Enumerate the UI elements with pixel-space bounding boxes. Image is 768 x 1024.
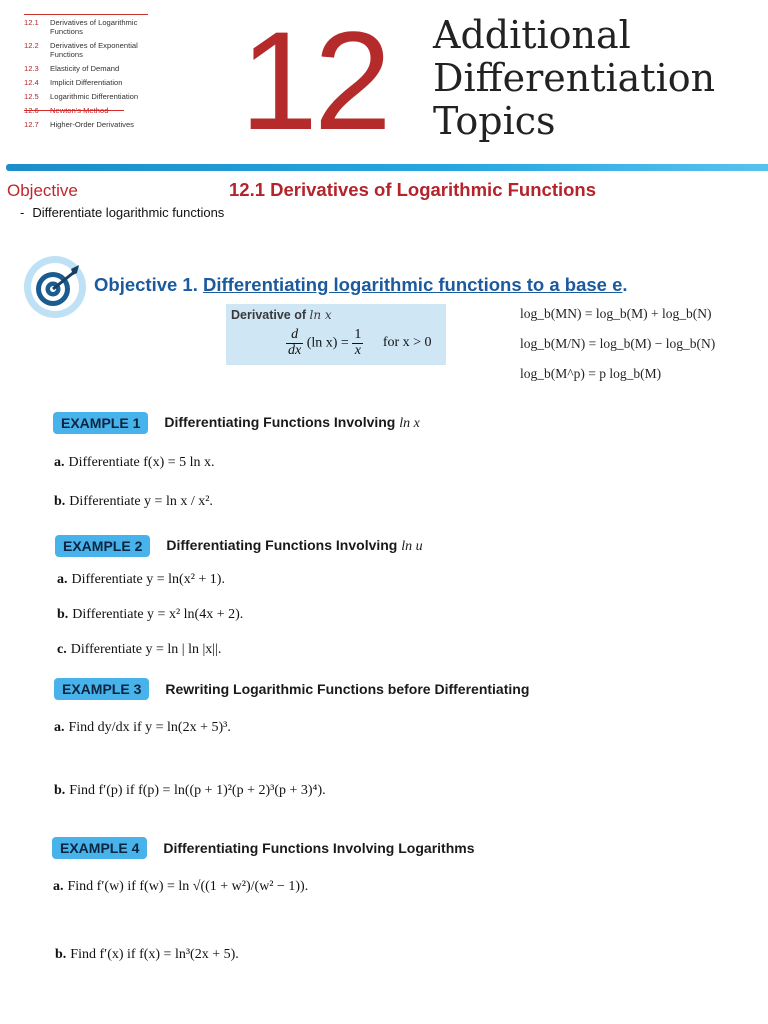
- objective-item: [20, 205, 224, 220]
- part-letter: c.: [57, 642, 67, 657]
- chapter-title-line: Differentiation: [433, 56, 716, 100]
- rhs-numerator: 1: [354, 327, 362, 342]
- toc-title: Logarithmic Differentiation: [50, 92, 139, 101]
- chapter-title-line: Topics: [433, 99, 556, 143]
- part-text: Differentiate y = ln(x² + 1).: [71, 572, 225, 587]
- example-title-text: Differentiating Functions Involving Logarithms: [163, 840, 475, 856]
- example-badge: EXAMPLE 2: [55, 535, 150, 557]
- derivative-formula-box: [226, 304, 446, 365]
- derivative-equation: [286, 328, 432, 358]
- part-letter: a.: [57, 572, 68, 587]
- header-divider: [6, 164, 768, 171]
- example-part: [54, 494, 213, 510]
- example-title-text: Differentiating Functions Involving: [164, 414, 396, 430]
- objective-1-prefix: Objective 1.: [94, 274, 203, 295]
- example-part: [53, 879, 308, 895]
- part-text: Differentiate y = x² ln(4x + 2).: [72, 607, 244, 622]
- example-badge: EXAMPLE 3: [54, 678, 149, 700]
- example-2-header: [55, 535, 423, 557]
- toc-number: 12.3: [24, 64, 39, 73]
- derivative-heading-text: Derivative of: [231, 308, 307, 322]
- toc-number: 12.6: [24, 106, 39, 115]
- chapter-title-line: Additional: [433, 13, 631, 57]
- example-part: [54, 783, 326, 799]
- toc-number: 12.2: [24, 41, 39, 50]
- lhs-numerator: d: [291, 327, 299, 342]
- toc-title: Elasticity of Demand: [50, 64, 120, 73]
- rhs-denominator: x: [352, 343, 363, 359]
- toc-item: [24, 120, 148, 129]
- part-letter: b.: [54, 783, 66, 798]
- toc-item: [24, 92, 148, 101]
- log-rule: log_b(MN) = log_b(M) + log_b(N): [520, 306, 712, 321]
- log-rules: [520, 306, 715, 396]
- toc-title: Higher-Order Derivatives: [50, 120, 134, 129]
- toc-item: [24, 64, 148, 73]
- part-letter: a.: [53, 879, 64, 894]
- section-title: 12.1 Derivatives of Logarithmic Functions: [229, 179, 597, 200]
- toc-title: Derivatives of Logarithmic Functions: [50, 18, 138, 36]
- part-text: Find dy/dx if y = ln(2x + 5)³.: [68, 720, 231, 735]
- part-text: Find f′(x) if f(x) = ln³(2x + 5).: [70, 947, 239, 962]
- part-text: Differentiate y = ln x / x².: [69, 494, 213, 509]
- example-part: [55, 947, 239, 963]
- example-title: [165, 681, 529, 697]
- target-icon: [23, 255, 87, 319]
- example-title: [163, 840, 474, 856]
- example-part: [57, 642, 221, 658]
- toc-title: Derivatives of Exponential Functions: [50, 41, 138, 59]
- log-rule: log_b(M^p) = p log_b(M): [520, 366, 662, 381]
- chapter-number: 12: [240, 2, 388, 159]
- toc-number: 12.1: [24, 18, 39, 27]
- example-badge: EXAMPLE 1: [53, 412, 148, 434]
- toc-number: 12.4: [24, 78, 39, 87]
- part-letter: b.: [54, 494, 66, 509]
- example-part: [57, 572, 225, 588]
- part-text: Differentiate f(x) = 5 ln x.: [68, 455, 215, 470]
- part-letter: a.: [54, 720, 65, 735]
- part-letter: b.: [57, 607, 69, 622]
- toc-number: 12.5: [24, 92, 39, 101]
- example-1-header: [53, 412, 420, 434]
- chapter-title: [433, 14, 715, 143]
- example-title-text: Rewriting Logarithmic Functions before Differentiating: [165, 681, 530, 697]
- part-text: Differentiate y = ln | ln |x||.: [70, 642, 222, 657]
- objective-1-suffix: .: [622, 274, 628, 295]
- toc-item-struck: [24, 106, 148, 115]
- example-title-math: ln x: [399, 416, 420, 431]
- bullet-dash: -: [20, 205, 25, 220]
- derivative-condition: for x > 0: [382, 335, 432, 351]
- log-rule: log_b(M/N) = log_b(M) − log_b(N): [520, 336, 716, 351]
- lhs-expression: (ln x) =: [306, 335, 349, 351]
- toc-item: [24, 18, 148, 36]
- example-part: [54, 720, 231, 736]
- toc-title: Newton's Method: [50, 106, 109, 115]
- example-badge: EXAMPLE 4: [52, 837, 147, 859]
- chapter-toc: [24, 14, 148, 134]
- toc-number: 12.7: [24, 120, 39, 129]
- derivative-box-heading: [231, 308, 332, 322]
- example-part: [57, 607, 243, 623]
- toc-title: Implicit Differentiation: [50, 78, 123, 87]
- example-title-text: Differentiating Functions Involving: [166, 537, 398, 553]
- example-title-math: ln u: [401, 539, 423, 554]
- objective-1-heading: [94, 274, 628, 296]
- toc-item: [24, 41, 148, 59]
- objective-1-link[interactable]: Differentiating logarithmic functions to a base e: [203, 274, 623, 295]
- part-text: Find f′(p) if f(p) = ln((p + 1)²(p + 2)³(p + 3)⁴).: [69, 783, 326, 798]
- part-text: Find f′(w) if f(w) = ln √((1 + w²)/(w² − 1)).: [67, 879, 309, 894]
- example-part: [54, 455, 215, 471]
- objective-label: Objective: [7, 181, 78, 200]
- example-title: [164, 414, 420, 432]
- part-letter: b.: [55, 947, 67, 962]
- part-letter: a.: [54, 455, 65, 470]
- lhs-denominator: dx: [288, 342, 302, 358]
- example-title: [166, 537, 422, 555]
- example-3-header: [54, 678, 529, 700]
- objective-item-text: Differentiate logarithmic functions: [32, 205, 225, 220]
- example-4-header: [52, 837, 474, 859]
- toc-item: [24, 78, 148, 87]
- derivative-heading-math: ln x: [309, 308, 332, 322]
